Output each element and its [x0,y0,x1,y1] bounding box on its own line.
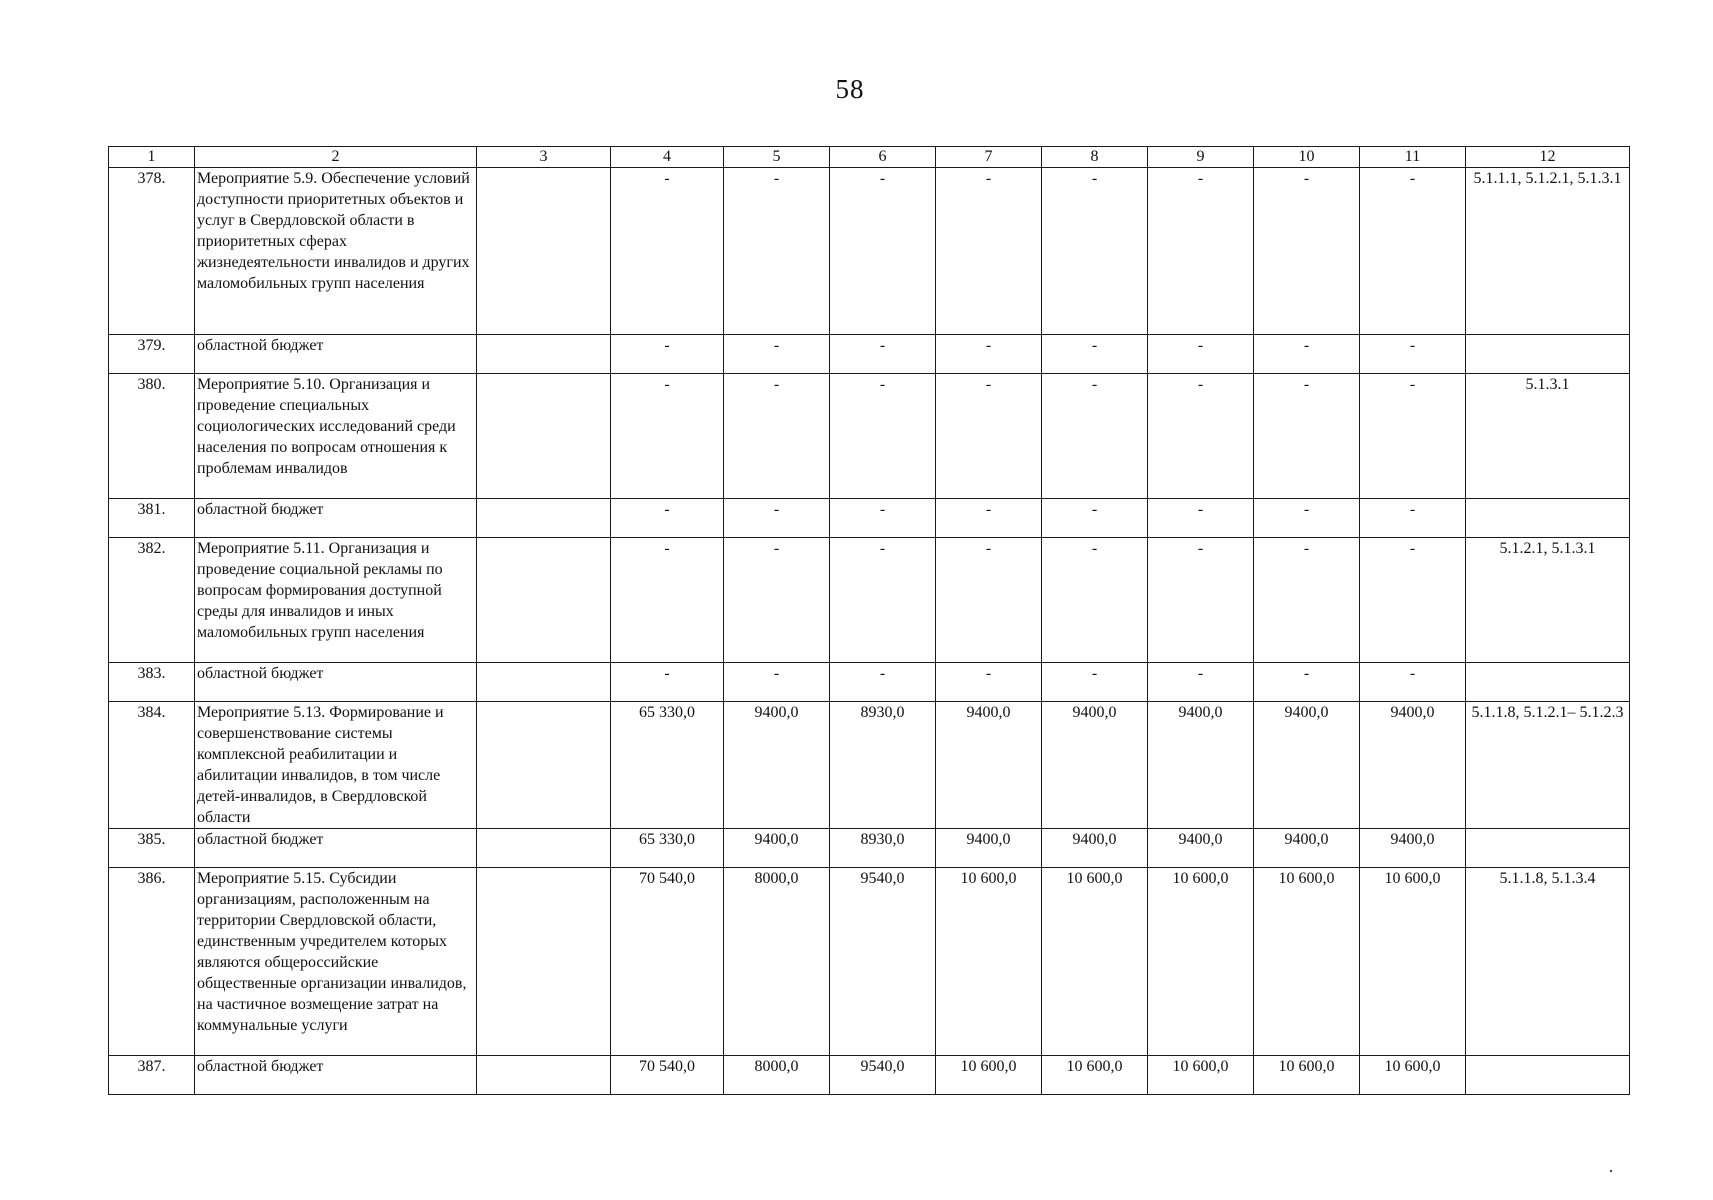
value-cell: 9400,0 [1360,702,1466,829]
value-cell: - [1148,335,1254,374]
value-cell: 8000,0 [724,1056,830,1095]
row-number: 380. [109,374,195,499]
empty-cell [477,829,611,868]
value-cell: - [830,663,936,702]
value-cell: - [830,538,936,663]
measure-name: Мероприятие 5.10. Организация и проведение специальных социологических исследований среди населения по вопросам отношения к проблемам инвалидов [195,374,477,499]
value-cell: - [936,335,1042,374]
table-row [109,868,1630,1056]
empty-cell [477,538,611,663]
value-cell: - [1042,499,1148,538]
column-number-header-row [109,147,1630,168]
value-cell: - [1360,499,1466,538]
value-cell: 10 600,0 [1042,1056,1148,1095]
value-cell: - [724,374,830,499]
row-number: 383. [109,663,195,702]
value-cell: - [830,168,936,335]
measure-name: Мероприятие 5.15. Субсидии организациям, расположенным на территории Свердловской области, единственным учредителем которых являются общероссийские общественные организации инвалидов, на частичное возмещение затрат на коммунальные услуги [195,868,477,1056]
value-cell: - [936,538,1042,663]
value-cell: - [1042,663,1148,702]
value-cell: - [830,374,936,499]
column-number: 12 [1466,147,1630,168]
value-cell: - [1042,168,1148,335]
empty-cell [477,335,611,374]
value-cell: 9400,0 [1148,829,1254,868]
value-cell: - [724,335,830,374]
row-number: 386. [109,868,195,1056]
row-number: 387. [109,1056,195,1095]
value-cell: 8930,0 [830,702,936,829]
value-cell: 10 600,0 [1254,1056,1360,1095]
value-cell: 10 600,0 [1360,868,1466,1056]
target-indicators [1466,1056,1630,1095]
value-cell: - [724,538,830,663]
value-cell: - [611,168,724,335]
value-cell: - [1254,499,1360,538]
value-cell: - [1148,538,1254,663]
value-cell: - [830,499,936,538]
row-number: 381. [109,499,195,538]
table-row [109,168,1630,335]
value-cell: 10 600,0 [936,868,1042,1056]
value-cell: 8000,0 [724,868,830,1056]
target-indicators [1466,499,1630,538]
budget-source: областной бюджет [195,499,477,538]
value-cell: 70 540,0 [611,868,724,1056]
value-cell: - [611,335,724,374]
budget-source: областной бюджет [195,335,477,374]
value-cell: 8930,0 [830,829,936,868]
column-number: 6 [830,147,936,168]
value-cell: - [611,538,724,663]
value-cell: - [1360,538,1466,663]
value-cell: - [1360,168,1466,335]
value-cell: 9400,0 [1254,829,1360,868]
value-cell: - [1254,663,1360,702]
value-cell: - [1254,335,1360,374]
empty-cell [477,868,611,1056]
table-row [109,374,1630,499]
column-number: 2 [195,147,477,168]
column-number: 3 [477,147,611,168]
empty-cell [477,499,611,538]
value-cell: 9400,0 [1042,829,1148,868]
measure-name: Мероприятие 5.9. Обеспечение условий доступности приоритетных объектов и услуг в Свердловской области в приоритетных сферах жизнедеятельности инвалидов и других маломобильных групп населения [195,168,477,335]
budget-source: областной бюджет [195,829,477,868]
value-cell: - [936,374,1042,499]
row-number: 382. [109,538,195,663]
value-cell: - [724,663,830,702]
empty-cell [477,663,611,702]
empty-cell [477,702,611,829]
value-cell: - [936,499,1042,538]
row-number: 385. [109,829,195,868]
value-cell: - [1360,335,1466,374]
value-cell: - [1148,499,1254,538]
value-cell: 9400,0 [724,829,830,868]
column-number: 5 [724,147,830,168]
value-cell: - [1360,663,1466,702]
program-table [108,146,1630,1095]
value-cell: 9400,0 [1042,702,1148,829]
value-cell: 65 330,0 [611,702,724,829]
value-cell: - [724,499,830,538]
budget-source: областной бюджет [195,663,477,702]
value-cell: - [611,499,724,538]
table-row [109,1056,1630,1095]
value-cell: - [1042,335,1148,374]
measure-name: Мероприятие 5.13. Формирование и совершенствование системы комплексной реабилитации и абилитации инвалидов, в том числе детей-инвалидов, в Свердловской области [195,702,477,829]
value-cell: - [724,168,830,335]
empty-cell [477,168,611,335]
row-number: 384. [109,702,195,829]
target-indicators: 5.1.1.8, 5.1.3.4 [1466,868,1630,1056]
column-number: 1 [109,147,195,168]
value-cell: - [1148,374,1254,499]
page-number: 58 [835,74,865,104]
value-cell: 10 600,0 [936,1056,1042,1095]
value-cell: 9540,0 [830,868,936,1056]
value-cell: 9400,0 [936,829,1042,868]
column-number: 9 [1148,147,1254,168]
value-cell: - [1254,168,1360,335]
value-cell: 9400,0 [724,702,830,829]
measure-name: Мероприятие 5.11. Организация и проведение социальной рекламы по вопросам формирования доступной среды для инвалидов и иных маломобильных групп населения [195,538,477,663]
value-cell: 9400,0 [1148,702,1254,829]
value-cell: - [1148,168,1254,335]
value-cell: - [1254,374,1360,499]
table-row [109,538,1630,663]
column-number: 10 [1254,147,1360,168]
column-number: 4 [611,147,724,168]
table-row [109,829,1630,868]
value-cell: 65 330,0 [611,829,724,868]
column-number: 7 [936,147,1042,168]
value-cell: 9400,0 [1360,829,1466,868]
column-number: 8 [1042,147,1148,168]
value-cell: 10 600,0 [1042,868,1148,1056]
value-cell: 9540,0 [830,1056,936,1095]
value-cell: - [611,663,724,702]
table-row [109,335,1630,374]
table-row [109,499,1630,538]
value-cell: 9400,0 [1254,702,1360,829]
value-cell: - [1148,663,1254,702]
value-cell: - [1042,538,1148,663]
value-cell: - [1254,538,1360,663]
target-indicators [1466,829,1630,868]
value-cell: - [611,374,724,499]
value-cell: - [936,168,1042,335]
empty-cell [477,1056,611,1095]
value-cell: 10 600,0 [1360,1056,1466,1095]
column-number: 11 [1360,147,1466,168]
value-cell: - [830,335,936,374]
value-cell: 10 600,0 [1254,868,1360,1056]
target-indicators [1466,663,1630,702]
value-cell: 10 600,0 [1148,868,1254,1056]
empty-cell [477,374,611,499]
target-indicators: 5.1.3.1 [1466,374,1630,499]
scan-artifact-dot [1610,1170,1612,1172]
value-cell: 70 540,0 [611,1056,724,1095]
value-cell: 9400,0 [936,702,1042,829]
value-cell: - [1042,374,1148,499]
value-cell: 10 600,0 [1148,1056,1254,1095]
table-row [109,663,1630,702]
target-indicators [1466,335,1630,374]
target-indicators: 5.1.1.8, 5.1.2.1– 5.1.2.3 [1466,702,1630,829]
target-indicators: 5.1.1.1, 5.1.2.1, 5.1.3.1 [1466,168,1630,335]
value-cell: - [1360,374,1466,499]
row-number: 379. [109,335,195,374]
budget-source: областной бюджет [195,1056,477,1095]
table-row [109,702,1630,829]
value-cell: - [936,663,1042,702]
target-indicators: 5.1.2.1, 5.1.3.1 [1466,538,1630,663]
row-number: 378. [109,168,195,335]
